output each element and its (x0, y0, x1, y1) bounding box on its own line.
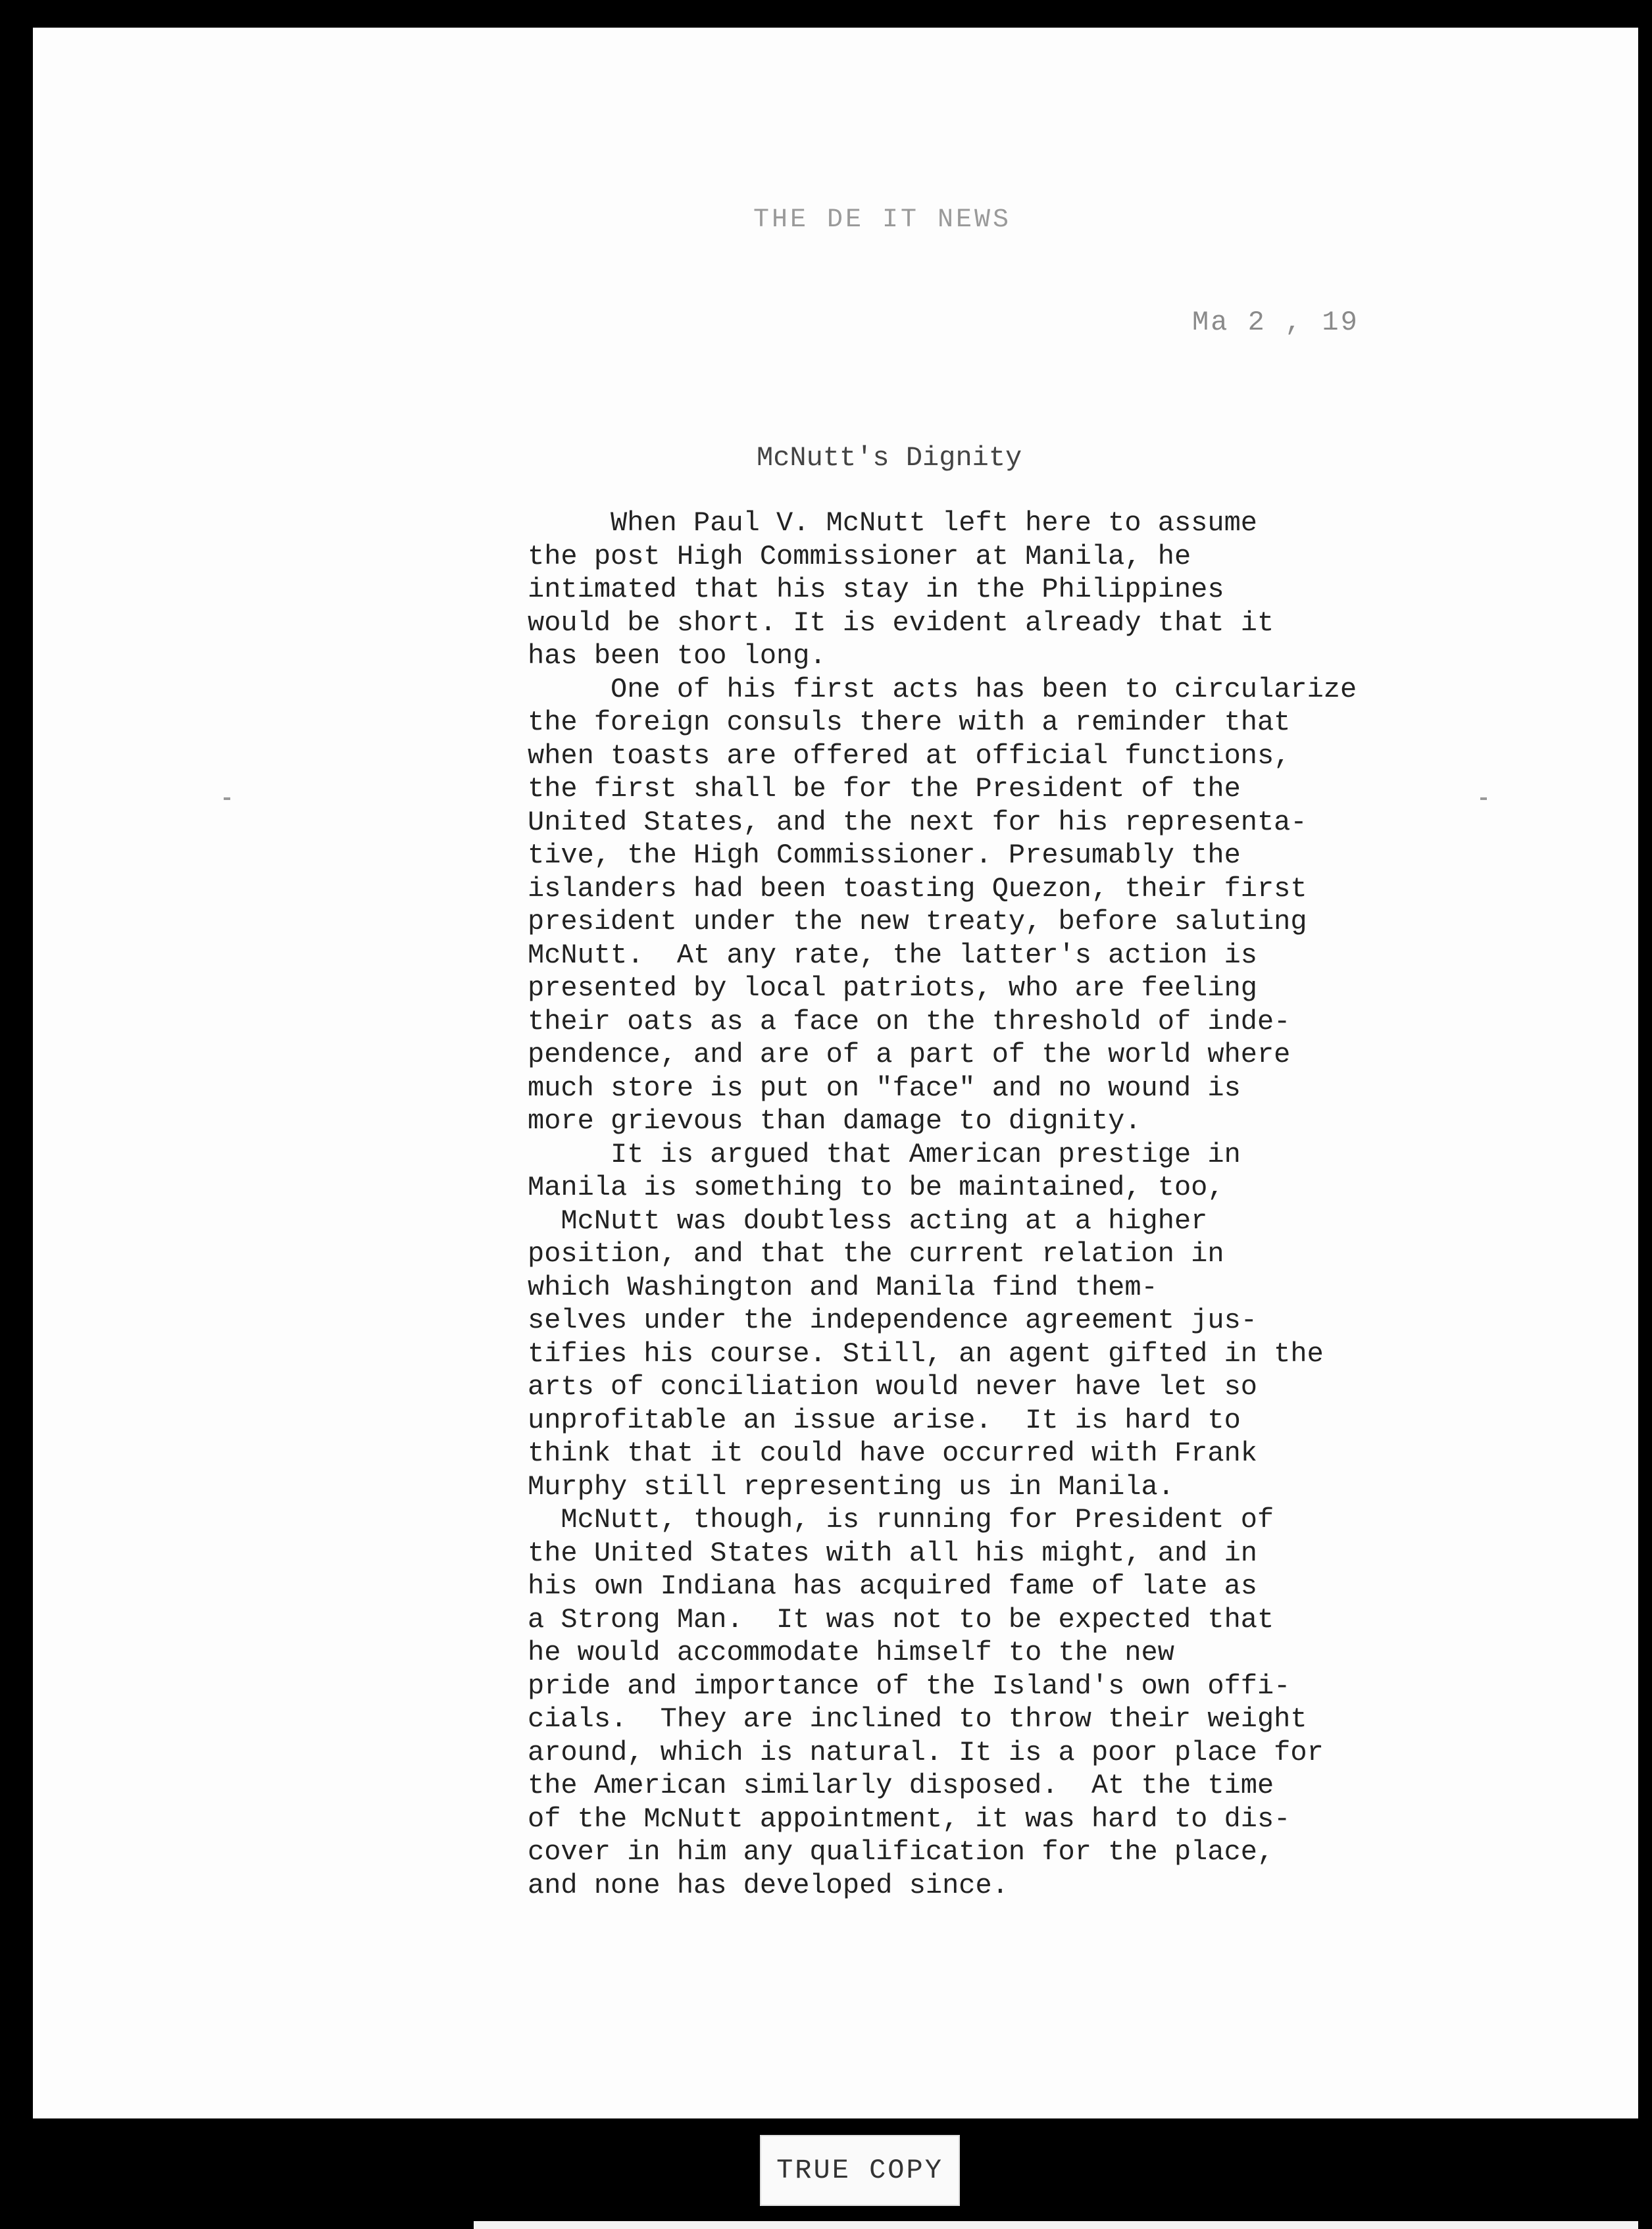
text-line: has been too long. (528, 640, 826, 672)
punch-mark-right (1480, 797, 1487, 800)
text-line: position, and that the current relation in (528, 1238, 1224, 1270)
dateline: Ma 2 , 19 (1192, 307, 1359, 338)
text-line: McNutt was doubtless acting at a higher (528, 1205, 1208, 1237)
text-line: cials. They are inclined to throw their weight (528, 1703, 1307, 1735)
text-line: One of his first acts has been to circularize (528, 673, 1357, 705)
text-line: pride and importance of the Island's own offi- (528, 1670, 1291, 1702)
text-line: he would accommodate himself to the new (528, 1637, 1174, 1668)
text-line: the American similarly disposed. At the time (528, 1770, 1274, 1801)
true-copy-stamp (760, 2135, 960, 2206)
text-line: Murphy still representing us in Manila. (528, 1470, 1174, 1503)
text-line: presented by local patriots, who are feeling (528, 972, 1257, 1004)
text-line: the foreign consuls there with a reminder that (528, 707, 1291, 738)
text-line: When Paul V. McNutt left here to assume (528, 507, 1257, 539)
text-line: the first shall be for the President of the (528, 773, 1241, 805)
text-line: think that it could have occurred with Frank (528, 1438, 1257, 1469)
text-line: would be short. It is evident already that it (528, 607, 1274, 639)
text-line: intimated that his stay in the Philippines (528, 574, 1224, 605)
document-page (33, 28, 1638, 2118)
punch-mark-left (224, 797, 230, 800)
article-body (528, 507, 1383, 1902)
stamp-label: TRUE COPY (776, 2155, 943, 2186)
text-line: the post High Commissioner at Manila, he (528, 540, 1191, 572)
text-line: his own Indiana has acquired fame of late as (528, 1570, 1257, 1602)
text-line: islanders had been toasting Quezon, their first (528, 872, 1307, 905)
text-line: pendence, and are of a part of the world where (528, 1039, 1291, 1070)
text-line: the United States with all his might, and in (528, 1537, 1257, 1569)
text-line: a Strong Man. It was not to be expected that (528, 1603, 1274, 1636)
text-line: around, which is natural. It is a poor place for (528, 1736, 1324, 1768)
text-line: their oats as a face on the threshold of inde- (528, 1005, 1291, 1038)
text-line: of the McNutt appointment, it was hard to dis- (528, 1803, 1291, 1835)
text-line: much store is put on "face" and no wound is (528, 1072, 1241, 1104)
film-edge-strip (474, 2221, 1638, 2229)
text-line: McNutt. At any rate, the latter's action is (528, 939, 1257, 971)
text-line: and none has developed since. (528, 1869, 1009, 1901)
text-line: which Washington and Manila find them- (528, 1271, 1158, 1303)
text-line: president under the new treaty, before saluting (528, 906, 1307, 938)
text-line: tifies his course. Still, an agent gifted in the (528, 1338, 1324, 1370)
article-title: McNutt's Dignity (757, 442, 1022, 474)
text-line: Manila is something to be maintained, too, (528, 1172, 1224, 1203)
text-line: cover in him any qualification for the place, (528, 1836, 1274, 1868)
text-line: McNutt, though, is running for President of (528, 1504, 1274, 1536)
text-line: tive, the High Commissioner. Presumably the (528, 839, 1241, 871)
text-line: It is argued that American prestige in (528, 1138, 1241, 1170)
text-line: arts of conciliation would never have let so (528, 1371, 1257, 1403)
text-line: selves under the independence agreement jus- (528, 1305, 1257, 1336)
text-line: United States, and the next for his representa- (528, 806, 1307, 838)
text-line: more grievous than damage to dignity. (528, 1105, 1141, 1137)
newspaper-masthead: THE DE IT NEWS (753, 205, 1012, 235)
text-line: unprofitable an issue arise. It is hard to (528, 1404, 1241, 1436)
text-line: when toasts are offered at official functions, (528, 739, 1291, 772)
